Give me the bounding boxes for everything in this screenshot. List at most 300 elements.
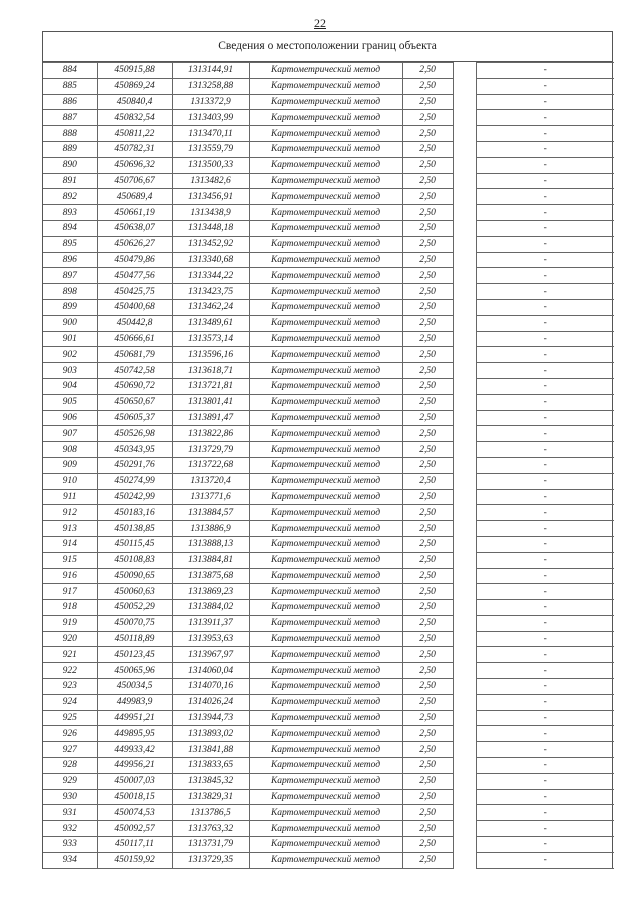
y-coordinate-cell: 1313886,9	[172, 521, 249, 537]
description-cell: -	[476, 363, 614, 379]
y-coordinate-cell: 1313888,13	[172, 536, 249, 552]
table-row	[43, 647, 614, 663]
y-coordinate-cell: 1313822,86	[172, 426, 249, 442]
x-coordinate-cell: 450007,03	[97, 773, 172, 789]
description-cell: -	[476, 442, 614, 458]
x-coordinate-cell: 450092,57	[97, 821, 172, 837]
empty-cell	[453, 457, 476, 473]
description-cell: -	[476, 110, 614, 126]
accuracy-cell: 2,50	[402, 679, 453, 695]
method-cell: Картометрический метод	[249, 141, 402, 157]
empty-cell	[453, 157, 476, 173]
point-number-cell: 892	[43, 189, 97, 205]
page-number: 22	[314, 16, 326, 30]
point-number-cell: 927	[43, 742, 97, 758]
point-number-cell: 889	[43, 141, 97, 157]
description-cell: -	[476, 789, 614, 805]
y-coordinate-cell: 1313967,97	[172, 647, 249, 663]
description-cell: -	[476, 726, 614, 742]
accuracy-cell: 2,50	[402, 205, 453, 221]
y-coordinate-cell: 1313893,02	[172, 726, 249, 742]
y-coordinate-cell: 1313456,91	[172, 189, 249, 205]
table-row	[43, 694, 614, 710]
table-row	[43, 584, 614, 600]
y-coordinate-cell: 1313763,32	[172, 821, 249, 837]
y-coordinate-cell: 1313372,9	[172, 94, 249, 110]
y-coordinate-cell: 1313729,35	[172, 852, 249, 868]
x-coordinate-cell: 450681,79	[97, 347, 172, 363]
empty-cell	[453, 331, 476, 347]
description-cell: -	[476, 615, 614, 631]
method-cell: Картометрический метод	[249, 78, 402, 94]
description-cell: -	[476, 94, 614, 110]
empty-cell	[453, 837, 476, 853]
x-coordinate-cell: 450832,54	[97, 110, 172, 126]
point-number-cell: 895	[43, 236, 97, 252]
method-cell: Картометрический метод	[249, 837, 402, 853]
method-cell: Картометрический метод	[249, 173, 402, 189]
description-cell: -	[476, 663, 614, 679]
table-row	[43, 110, 614, 126]
accuracy-cell: 2,50	[402, 426, 453, 442]
y-coordinate-cell: 1313344,22	[172, 268, 249, 284]
table-row	[43, 521, 614, 537]
x-coordinate-cell: 450479,86	[97, 252, 172, 268]
description-cell: -	[476, 647, 614, 663]
empty-cell	[453, 394, 476, 410]
x-coordinate-cell: 450070,75	[97, 615, 172, 631]
table-row	[43, 410, 614, 426]
description-cell: -	[476, 410, 614, 426]
point-number-cell: 910	[43, 473, 97, 489]
description-cell: -	[476, 378, 614, 394]
description-cell: -	[476, 236, 614, 252]
point-number-cell: 909	[43, 457, 97, 473]
table-row	[43, 742, 614, 758]
point-number-cell: 898	[43, 284, 97, 300]
point-number-cell: 933	[43, 837, 97, 853]
point-number-cell: 891	[43, 173, 97, 189]
accuracy-cell: 2,50	[402, 363, 453, 379]
x-coordinate-cell: 450696,32	[97, 157, 172, 173]
method-cell: Картометрический метод	[249, 331, 402, 347]
accuracy-cell: 2,50	[402, 536, 453, 552]
table-row	[43, 726, 614, 742]
x-coordinate-cell: 450060,63	[97, 584, 172, 600]
description-cell: -	[476, 552, 614, 568]
empty-cell	[453, 442, 476, 458]
y-coordinate-cell: 1313438,9	[172, 205, 249, 221]
table-row	[43, 663, 614, 679]
accuracy-cell: 2,50	[402, 141, 453, 157]
method-cell: Картометрический метод	[249, 536, 402, 552]
y-coordinate-cell: 1313891,47	[172, 410, 249, 426]
method-cell: Картометрический метод	[249, 442, 402, 458]
method-cell: Картометрический метод	[249, 821, 402, 837]
point-number-cell: 925	[43, 710, 97, 726]
point-number-cell: 924	[43, 694, 97, 710]
accuracy-cell: 2,50	[402, 78, 453, 94]
y-coordinate-cell: 1313801,41	[172, 394, 249, 410]
empty-cell	[453, 663, 476, 679]
description-cell: -	[476, 394, 614, 410]
table-title: Сведения о местоположении границ объекта	[43, 32, 612, 62]
empty-cell	[453, 489, 476, 505]
x-coordinate-cell: 450626,27	[97, 236, 172, 252]
x-coordinate-cell: 450117,11	[97, 837, 172, 853]
table-row	[43, 284, 614, 300]
description-cell: -	[476, 758, 614, 774]
y-coordinate-cell: 1313423,75	[172, 284, 249, 300]
point-number-cell: 918	[43, 600, 97, 616]
point-number-cell: 899	[43, 299, 97, 315]
accuracy-cell: 2,50	[402, 236, 453, 252]
method-cell: Картометрический метод	[249, 347, 402, 363]
empty-cell	[453, 94, 476, 110]
accuracy-cell: 2,50	[402, 837, 453, 853]
description-cell: -	[476, 299, 614, 315]
description-cell: -	[476, 694, 614, 710]
accuracy-cell: 2,50	[402, 521, 453, 537]
x-coordinate-cell: 450183,16	[97, 505, 172, 521]
table-row	[43, 189, 614, 205]
point-number-cell: 934	[43, 852, 97, 868]
point-number-cell: 905	[43, 394, 97, 410]
table-row	[43, 205, 614, 221]
point-number-cell: 931	[43, 805, 97, 821]
x-coordinate-cell: 450915,88	[97, 63, 172, 79]
empty-cell	[453, 473, 476, 489]
empty-cell	[453, 600, 476, 616]
method-cell: Картометрический метод	[249, 600, 402, 616]
empty-cell	[453, 315, 476, 331]
y-coordinate-cell: 1314070,16	[172, 679, 249, 695]
accuracy-cell: 2,50	[402, 568, 453, 584]
point-number-cell: 900	[43, 315, 97, 331]
table-row	[43, 220, 614, 236]
x-coordinate-cell: 449956,21	[97, 758, 172, 774]
method-cell: Картометрический метод	[249, 631, 402, 647]
description-cell: -	[476, 189, 614, 205]
accuracy-cell: 2,50	[402, 442, 453, 458]
description-cell: -	[476, 205, 614, 221]
x-coordinate-cell: 450690,72	[97, 378, 172, 394]
accuracy-cell: 2,50	[402, 299, 453, 315]
description-cell: -	[476, 63, 614, 79]
empty-cell	[453, 568, 476, 584]
point-number-cell: 907	[43, 426, 97, 442]
y-coordinate-cell: 1313722,68	[172, 457, 249, 473]
y-coordinate-cell: 1313884,57	[172, 505, 249, 521]
method-cell: Картометрический метод	[249, 236, 402, 252]
x-coordinate-cell: 449933,42	[97, 742, 172, 758]
table-row	[43, 852, 614, 868]
method-cell: Картометрический метод	[249, 63, 402, 79]
point-number-cell: 896	[43, 252, 97, 268]
table-row	[43, 442, 614, 458]
y-coordinate-cell: 1313841,88	[172, 742, 249, 758]
empty-cell	[453, 252, 476, 268]
description-cell: -	[476, 426, 614, 442]
point-number-cell: 885	[43, 78, 97, 94]
description-cell: -	[476, 805, 614, 821]
description-cell: -	[476, 837, 614, 853]
description-cell: -	[476, 331, 614, 347]
table-row	[43, 805, 614, 821]
empty-cell	[453, 521, 476, 537]
description-cell: -	[476, 173, 614, 189]
method-cell: Картометрический метод	[249, 773, 402, 789]
description-cell: -	[476, 773, 614, 789]
x-coordinate-cell: 450065,96	[97, 663, 172, 679]
y-coordinate-cell: 1313403,99	[172, 110, 249, 126]
table-row	[43, 710, 614, 726]
empty-cell	[453, 679, 476, 695]
accuracy-cell: 2,50	[402, 758, 453, 774]
empty-cell	[453, 363, 476, 379]
y-coordinate-cell: 1313618,71	[172, 363, 249, 379]
description-cell: -	[476, 521, 614, 537]
empty-cell	[453, 426, 476, 442]
y-coordinate-cell: 1313489,61	[172, 315, 249, 331]
method-cell: Картометрический метод	[249, 852, 402, 868]
point-number-cell: 928	[43, 758, 97, 774]
y-coordinate-cell: 1313470,11	[172, 126, 249, 142]
accuracy-cell: 2,50	[402, 821, 453, 837]
accuracy-cell: 2,50	[402, 615, 453, 631]
table-row	[43, 94, 614, 110]
point-number-cell: 919	[43, 615, 97, 631]
y-coordinate-cell: 1313720,4	[172, 473, 249, 489]
y-coordinate-cell: 1313953,63	[172, 631, 249, 647]
point-number-cell: 897	[43, 268, 97, 284]
accuracy-cell: 2,50	[402, 189, 453, 205]
y-coordinate-cell: 1313729,79	[172, 442, 249, 458]
x-coordinate-cell: 450052,29	[97, 600, 172, 616]
table-row	[43, 568, 614, 584]
boundary-table-sheet	[42, 31, 613, 869]
x-coordinate-cell: 450742,58	[97, 363, 172, 379]
y-coordinate-cell: 1313448,18	[172, 220, 249, 236]
method-cell: Картометрический метод	[249, 694, 402, 710]
accuracy-cell: 2,50	[402, 94, 453, 110]
x-coordinate-cell: 450343,95	[97, 442, 172, 458]
y-coordinate-cell: 1313771,6	[172, 489, 249, 505]
point-number-cell: 901	[43, 331, 97, 347]
table-row	[43, 473, 614, 489]
x-coordinate-cell: 450661,19	[97, 205, 172, 221]
table-row	[43, 268, 614, 284]
x-coordinate-cell: 450400,68	[97, 299, 172, 315]
empty-cell	[453, 631, 476, 647]
accuracy-cell: 2,50	[402, 220, 453, 236]
x-coordinate-cell: 450477,56	[97, 268, 172, 284]
method-cell: Картометрический метод	[249, 284, 402, 300]
accuracy-cell: 2,50	[402, 378, 453, 394]
point-number-cell: 914	[43, 536, 97, 552]
empty-cell	[453, 78, 476, 94]
x-coordinate-cell: 450034,5	[97, 679, 172, 695]
accuracy-cell: 2,50	[402, 126, 453, 142]
description-cell: -	[476, 268, 614, 284]
accuracy-cell: 2,50	[402, 600, 453, 616]
y-coordinate-cell: 1313829,31	[172, 789, 249, 805]
accuracy-cell: 2,50	[402, 347, 453, 363]
point-number-cell: 884	[43, 63, 97, 79]
method-cell: Картометрический метод	[249, 789, 402, 805]
description-cell: -	[476, 821, 614, 837]
method-cell: Картометрический метод	[249, 220, 402, 236]
description-cell: -	[476, 505, 614, 521]
table-row	[43, 141, 614, 157]
method-cell: Картометрический метод	[249, 742, 402, 758]
y-coordinate-cell: 1313786,5	[172, 805, 249, 821]
table-row	[43, 536, 614, 552]
empty-cell	[453, 615, 476, 631]
table-row	[43, 299, 614, 315]
table-row	[43, 505, 614, 521]
accuracy-cell: 2,50	[402, 789, 453, 805]
method-cell: Картометрический метод	[249, 726, 402, 742]
description-cell: -	[476, 457, 614, 473]
empty-cell	[453, 205, 476, 221]
accuracy-cell: 2,50	[402, 157, 453, 173]
method-cell: Картометрический метод	[249, 457, 402, 473]
empty-cell	[453, 773, 476, 789]
x-coordinate-cell: 450706,67	[97, 173, 172, 189]
description-cell: -	[476, 141, 614, 157]
method-cell: Картометрический метод	[249, 679, 402, 695]
table-row	[43, 821, 614, 837]
accuracy-cell: 2,50	[402, 852, 453, 868]
table-row	[43, 236, 614, 252]
x-coordinate-cell: 450650,67	[97, 394, 172, 410]
y-coordinate-cell: 1313731,79	[172, 837, 249, 853]
x-coordinate-cell: 450869,24	[97, 78, 172, 94]
table-row	[43, 363, 614, 379]
x-coordinate-cell: 450291,76	[97, 457, 172, 473]
point-number-cell: 921	[43, 647, 97, 663]
table-row	[43, 252, 614, 268]
x-coordinate-cell: 450840,4	[97, 94, 172, 110]
y-coordinate-cell: 1313596,16	[172, 347, 249, 363]
x-coordinate-cell: 450138,85	[97, 521, 172, 537]
method-cell: Картометрический метод	[249, 315, 402, 331]
y-coordinate-cell: 1313462,24	[172, 299, 249, 315]
accuracy-cell: 2,50	[402, 410, 453, 426]
description-cell: -	[476, 679, 614, 695]
empty-cell	[453, 758, 476, 774]
point-number-cell: 917	[43, 584, 97, 600]
table-row	[43, 758, 614, 774]
description-cell: -	[476, 584, 614, 600]
accuracy-cell: 2,50	[402, 331, 453, 347]
y-coordinate-cell: 1313452,92	[172, 236, 249, 252]
accuracy-cell: 2,50	[402, 63, 453, 79]
method-cell: Картометрический метод	[249, 205, 402, 221]
table-row	[43, 837, 614, 853]
empty-cell	[453, 852, 476, 868]
description-cell: -	[476, 473, 614, 489]
table-row	[43, 173, 614, 189]
x-coordinate-cell: 449983,9	[97, 694, 172, 710]
empty-cell	[453, 299, 476, 315]
method-cell: Картометрический метод	[249, 363, 402, 379]
method-cell: Картометрический метод	[249, 758, 402, 774]
method-cell: Картометрический метод	[249, 252, 402, 268]
method-cell: Картометрический метод	[249, 378, 402, 394]
point-number-cell: 926	[43, 726, 97, 742]
empty-cell	[453, 236, 476, 252]
accuracy-cell: 2,50	[402, 173, 453, 189]
y-coordinate-cell: 1313340,68	[172, 252, 249, 268]
empty-cell	[453, 284, 476, 300]
y-coordinate-cell: 1314060,04	[172, 663, 249, 679]
description-cell: -	[476, 347, 614, 363]
table-row	[43, 426, 614, 442]
method-cell: Картометрический метод	[249, 410, 402, 426]
y-coordinate-cell: 1313482,6	[172, 173, 249, 189]
method-cell: Картометрический метод	[249, 189, 402, 205]
description-cell: -	[476, 157, 614, 173]
empty-cell	[453, 742, 476, 758]
x-coordinate-cell: 450118,89	[97, 631, 172, 647]
method-cell: Картометрический метод	[249, 552, 402, 568]
accuracy-cell: 2,50	[402, 284, 453, 300]
method-cell: Картометрический метод	[249, 647, 402, 663]
x-coordinate-cell: 449951,21	[97, 710, 172, 726]
description-cell: -	[476, 315, 614, 331]
method-cell: Картометрический метод	[249, 157, 402, 173]
method-cell: Картометрический метод	[249, 394, 402, 410]
method-cell: Картометрический метод	[249, 663, 402, 679]
table-row	[43, 489, 614, 505]
point-number-cell: 887	[43, 110, 97, 126]
x-coordinate-cell: 450526,98	[97, 426, 172, 442]
accuracy-cell: 2,50	[402, 552, 453, 568]
empty-cell	[453, 347, 476, 363]
y-coordinate-cell: 1314026,24	[172, 694, 249, 710]
table-row	[43, 679, 614, 695]
description-cell: -	[476, 568, 614, 584]
method-cell: Картометрический метод	[249, 489, 402, 505]
empty-cell	[453, 505, 476, 521]
point-number-cell: 932	[43, 821, 97, 837]
method-cell: Картометрический метод	[249, 110, 402, 126]
x-coordinate-cell: 450159,92	[97, 852, 172, 868]
accuracy-cell: 2,50	[402, 647, 453, 663]
method-cell: Картометрический метод	[249, 473, 402, 489]
x-coordinate-cell: 449895,95	[97, 726, 172, 742]
empty-cell	[453, 189, 476, 205]
point-number-cell: 893	[43, 205, 97, 221]
accuracy-cell: 2,50	[402, 489, 453, 505]
empty-cell	[453, 821, 476, 837]
point-number-cell: 894	[43, 220, 97, 236]
description-cell: -	[476, 78, 614, 94]
x-coordinate-cell: 450689,4	[97, 189, 172, 205]
x-coordinate-cell: 450242,99	[97, 489, 172, 505]
y-coordinate-cell: 1313833,65	[172, 758, 249, 774]
accuracy-cell: 2,50	[402, 505, 453, 521]
method-cell: Картометрический метод	[249, 615, 402, 631]
point-number-cell: 922	[43, 663, 97, 679]
table-row	[43, 331, 614, 347]
table-row	[43, 457, 614, 473]
y-coordinate-cell: 1313944,73	[172, 710, 249, 726]
description-cell: -	[476, 852, 614, 868]
x-coordinate-cell: 450442,8	[97, 315, 172, 331]
